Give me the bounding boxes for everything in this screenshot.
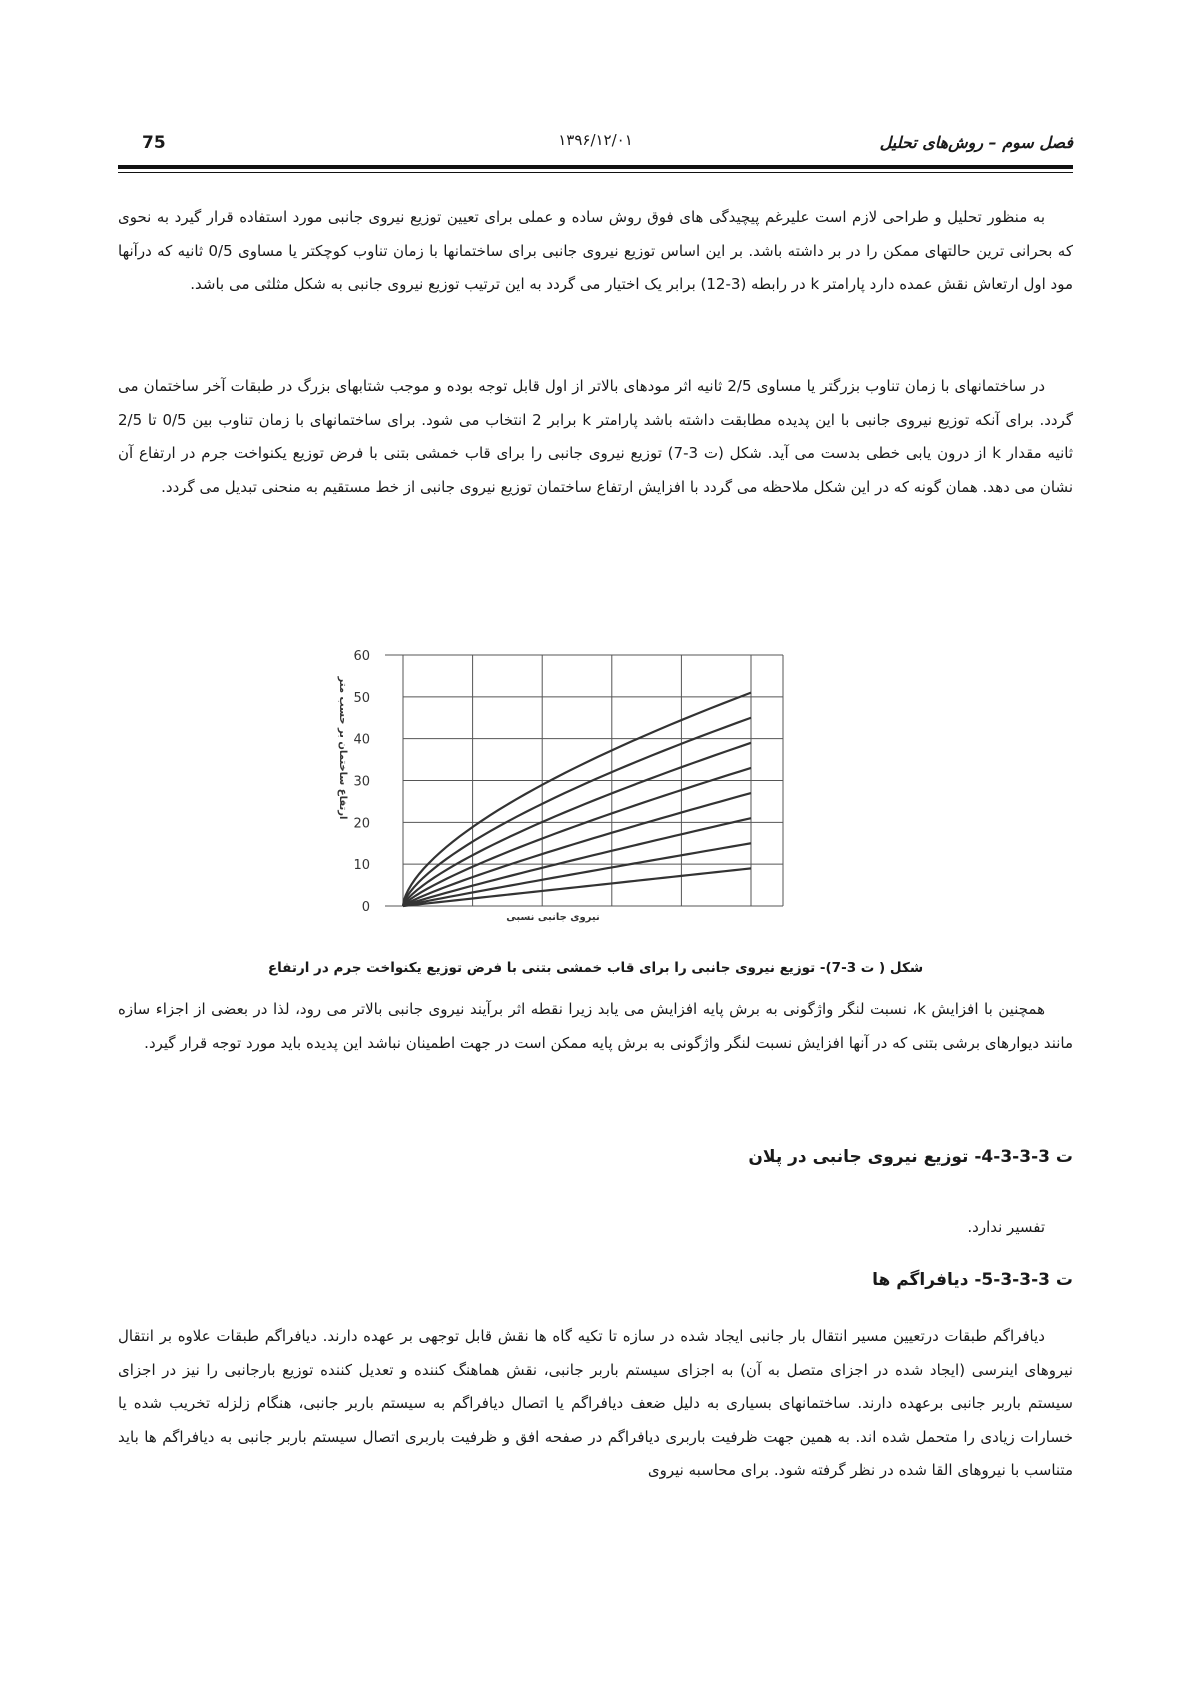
chart-y-tick-label: 40 bbox=[353, 732, 370, 748]
body-paragraph-3-block bbox=[118, 993, 1073, 1060]
chart-y-tick-label: 0 bbox=[361, 900, 370, 915]
body-paragraph-2: در ساختمانهای با زمان تناوب بزرگتر یا مساوی 2/5 ثانیه اثر مودهای بالاتر از اول قابل توجه بوده و موجب شتابهای بزرگ در طبقات آخر ساختمان می گردد. برای آنکه توزیع نیروی جانبی با این پدیده مطابقت داشته باشد پارامتر k برابر 2 انتخاب می شود. برای ساختمانهای با زمان تناوب بین 0/5 تا 2/5 ثانیه مقدار k از درون یابی خطی بدست می آید. شکل (ت 3-7) توزیع نیروی جانبی را برای قاب خمشی بتنی با فرض توزیع یکنواخت جرم در ارتفاع آن نشان می دهد. همان گونه که در این شکل ملاحظه می گردد با افزایش ارتفاع ساختمان توزیع نیروی جانبی از خط مستقیم به منحنی تبدیل می گردد. bbox=[118, 377, 1074, 496]
chapter-title: فصل سوم – روش‌های تحلیل bbox=[879, 133, 1073, 152]
chart-y-ticks bbox=[353, 649, 370, 915]
chart-y-tick-label: 50 bbox=[353, 690, 370, 706]
chart-y-tick-label: 60 bbox=[353, 649, 370, 664]
header-rule-thin bbox=[118, 172, 1073, 173]
header-rule-thick bbox=[118, 165, 1073, 169]
header-date: ۱۳۹۶/۱۲/۰۱ bbox=[558, 131, 633, 149]
body-paragraph-1-block bbox=[118, 201, 1073, 302]
lateral-force-chart bbox=[318, 628, 868, 928]
chart-y-tick-label: 20 bbox=[353, 816, 370, 832]
chart-series-line bbox=[403, 718, 751, 906]
section-heading-diaphragms: ت 3-3-3-5- دیافراگم ها bbox=[872, 1270, 1073, 1290]
chart-y-tick-label: 30 bbox=[353, 774, 370, 790]
chart-grid bbox=[385, 655, 783, 906]
chart-series-line bbox=[403, 768, 751, 906]
chart-series-line bbox=[403, 818, 751, 906]
body-paragraph-5: دیافراگم طبقات درتعیین مسیر انتقال بار جانبی ایجاد شده در سازه تا تکیه گاه ها نقش قابل توجهی بر عهده دارند. دیافراگم طبقات علاوه بر انتقال نیروهای اینرسی (ایجاد شده در اجزای متصل به آن) به اجزای سیستم باربر جانبی، نقش هماهنگ کننده و تعدیل کننده توزیع بارجانبی را نیز در اجزای سیستم باربر جانبی برعهده دارند. ساختمانهای بسیاری به دلیل ضعف دیافراگم یا اتصال دیافراگم به سیستم باربر جانبی، هنگام زلزله تخریب شده یا خسارات زیادی را متحمل شده اند. به همین جهت ظرفیت باربری دیافراگم در صفحه افق و ظرفیت باربری اتصال سیستم باربر جانبی به دیافراگم ها باید متناسب با نیروهای القا شده در نظر گرفته شود. برای محاسبه نیروی bbox=[118, 1327, 1073, 1479]
chart-series-line bbox=[403, 793, 751, 906]
page-number: 75 bbox=[142, 133, 166, 153]
body-paragraph-4: تفسیر ندارد. bbox=[967, 1218, 1045, 1236]
body-paragraph-5-block bbox=[118, 1320, 1073, 1488]
section-heading-plan-distribution: ت 3-3-3-4- توزیع نیروی جانبی در پلان bbox=[748, 1147, 1073, 1167]
page-header bbox=[118, 133, 1073, 163]
chart-series bbox=[403, 693, 751, 906]
figure-caption: شکل ( ت 3-7)- توزیع نیروی جانبی را برای قاب خمشی بتنی با فرض توزیع یکنواخت جرم در ارتفاع bbox=[267, 960, 924, 976]
body-paragraph-3: همچنین با افزایش k، نسبت لنگر واژگونی به برش پایه افزایش می یابد زیرا نقطه اثر برآیند نیروی جانبی بالاتر می رود، لذا در بعضی از اجزاء سازه مانند دیوارهای برشی بتنی که در آنها افزایش نسبت لنگر واژگونی به برش پایه ممکن است در جهت اطمینان نباشد این پدیده باید مورد توجه قرار گیرد. bbox=[118, 1000, 1073, 1052]
chart-y-axis-label: ارتفاع ساختمان بر حسب متر bbox=[337, 676, 348, 820]
chart-x-axis-label: نیروی جانبی نسبی bbox=[506, 912, 600, 923]
chart-y-tick-label: 10 bbox=[353, 858, 370, 874]
body-paragraph-2-block bbox=[118, 370, 1073, 504]
body-paragraph-1: به منظور تحلیل و طراحی لازم است علیرغم پیچیدگی های فوق روش ساده و عملی برای تعیین توزیع نیروی جانبی مورد استفاده قرار گیرد به نحوی که بحرانی ترین حالتهای ممکن را در بر داشته باشد. بر این اساس توزیع نیروی جانبی برای ساختمانها با زمان تناوب کوچکتر یا مساوی 0/5 ثانیه که درآنها مود اول ارتعاش نقش عمده دارد پارامتر k در رابطه (3-12) برابر یک اختیار می گردد به این ترتیب توزیع نیروی جانبی به شکل مثلثی می باشد. bbox=[118, 208, 1073, 293]
